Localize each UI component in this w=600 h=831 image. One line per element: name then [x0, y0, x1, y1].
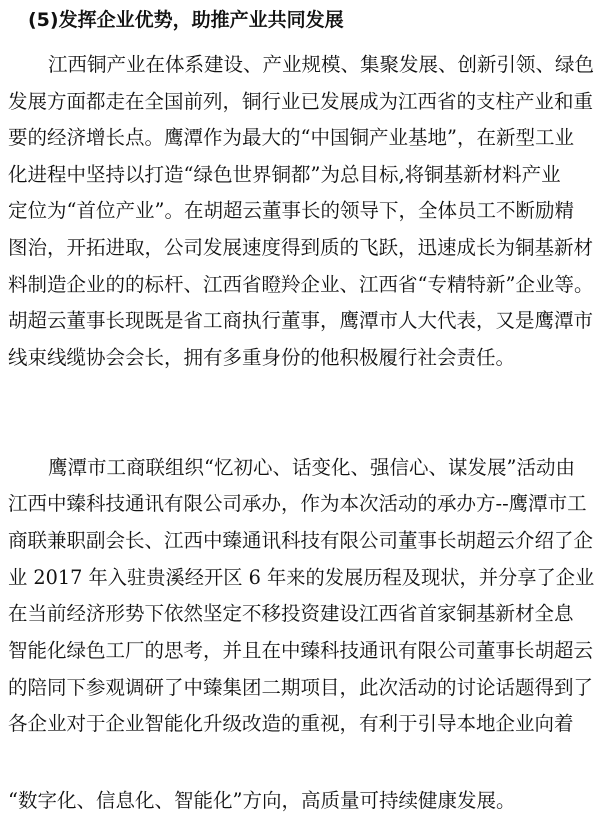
section-heading: (5)发挥企业优势，助推产业共同发展	[28, 9, 344, 31]
paragraph-line: 胡超云董事长现既是省工商执行董事，鹰潭市人大代表，又是鹰潭市	[8, 309, 594, 332]
paragraph-line: 的陪同下参观调研了中臻集团二期项目，此次活动的讨论话题得到了	[8, 676, 594, 699]
paragraph-line: 线束线缆协会会长，拥有多重身份的他积极履行社会责任。	[8, 346, 516, 369]
paragraph-line: 各企业对于企业智能化升级改造的重视，有利于引导本地企业向着	[8, 712, 574, 735]
paragraph-line: 化进程中坚持以打造“绿色世界铜都”为总目标,将铜基新材料产业	[8, 163, 561, 186]
paragraph-line: 业 2017 年入驻贵溪经开区 6 年来的发展历程及现状，并分享了企业	[8, 566, 595, 589]
paragraph-line: 要的经济增长点。鹰潭作为最大的“中国铜产业基地”，在新型工业	[8, 126, 574, 149]
paragraph-line: 定位为“首位产业”。在胡超云董事长的领导下，全体员工不断励精	[8, 199, 574, 222]
paragraph-line: 江西铜产业在体系建设、产业规模、集聚发展、创新引领、绿色	[48, 53, 595, 76]
paragraph-line: 料制造企业的的标杆、江西省瞪羚企业、江西省“专精特新”企业等。	[8, 273, 594, 296]
paragraph-line: 在当前经济形势下依然坚定不移投资建设江西省首家铜基新材全息	[8, 602, 574, 625]
paragraph-line: 图治，开拓进取，公司发展速度得到质的飞跃，迅速成长为铜基新材	[8, 236, 594, 259]
paragraph-line: 鹰潭市工商联组织“忆初心、话变化、强信心、谋发展”活动由	[48, 456, 575, 479]
paragraph-line: 发展方面都走在全国前列，铜行业已发展成为江西省的支柱产业和重	[8, 90, 594, 113]
paragraph-line: 商联兼职副会长、江西中臻通讯科技有限公司董事长胡超云介绍了企	[8, 529, 594, 552]
paragraph-line: 智能化绿色工厂的思考，并且在中臻科技通讯有限公司董事长胡超云	[8, 639, 594, 662]
paragraph-line: 江西中臻科技通讯有限公司承办，作为本次活动的承办方--鹰潭市工	[8, 492, 587, 515]
paragraph-line: “数字化、信息化、智能化”方向，高质量可持续健康发展。	[8, 789, 516, 812]
